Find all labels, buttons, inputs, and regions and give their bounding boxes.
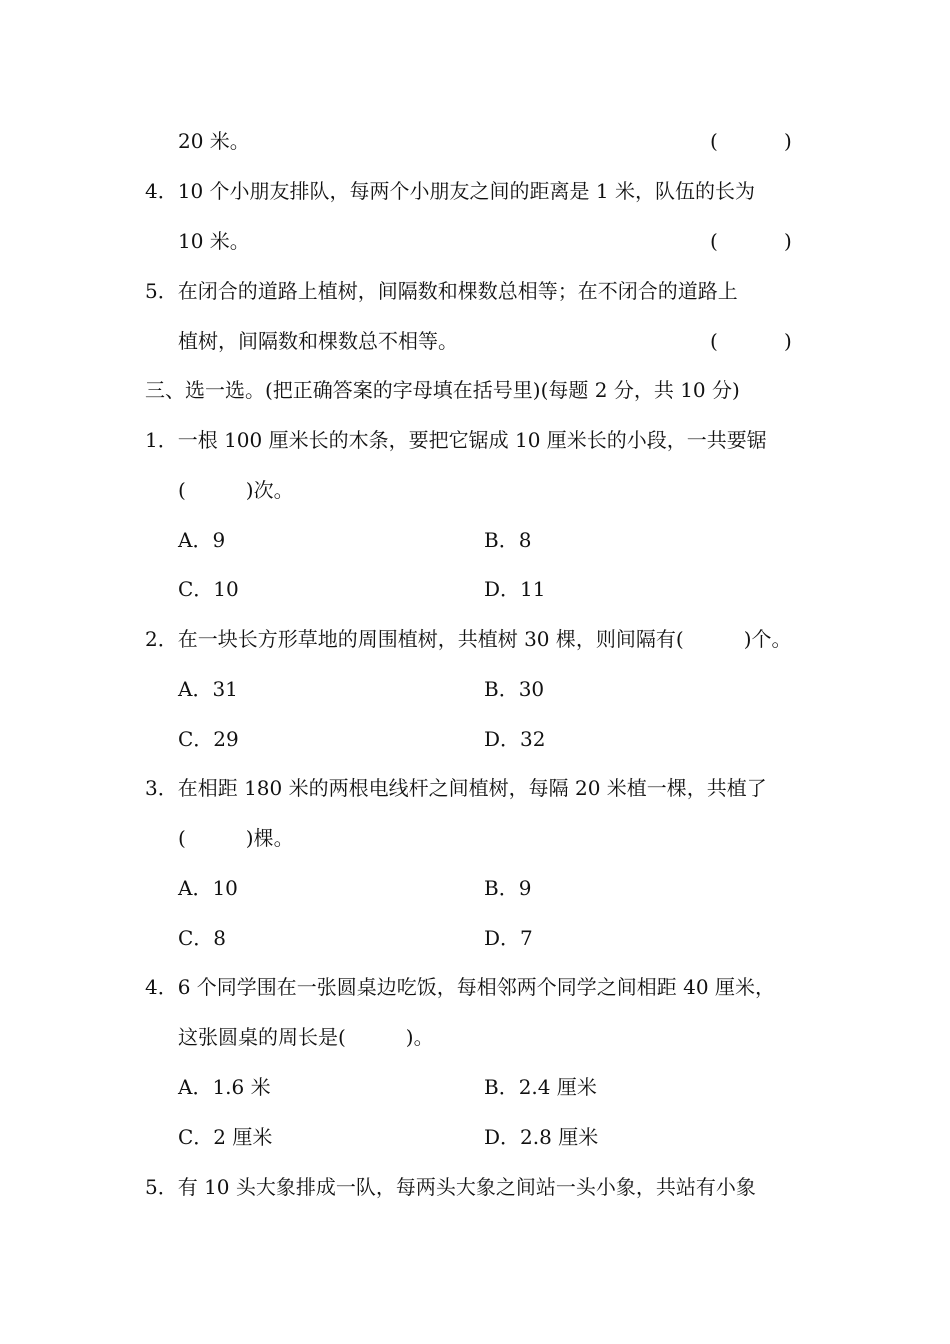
paren-close: )	[784, 329, 792, 353]
mc-q4-option-b[interactable]: B．2.4 厘米	[484, 1075, 597, 1099]
paren-close: )	[784, 129, 792, 153]
tf-q4-line1: 4．10 个小朋友排队，每两个小朋友之间的距离是 1 米，队伍的长为	[145, 179, 755, 203]
section-heading: 三、选一选。(把正确答案的字母填在括号里)(每题 2 分，共 10 分)	[145, 378, 740, 402]
mc-q2-option-b[interactable]: B．30	[484, 677, 545, 701]
mc-q4-option-a[interactable]: A．1.6 米	[178, 1075, 271, 1099]
paren-close: )	[784, 229, 792, 253]
mc-q1-line1: 1．一根 100 厘米长的木条，要把它锯成 10 厘米长的小段，一共要锯	[145, 428, 767, 452]
mc-q4-line1: 4．6 个同学围在一张圆桌边吃饭，每相邻两个同学之间相距 40 厘米，	[145, 975, 775, 999]
tf-q5-line2: 植树，间隔数和棵数总不相等。	[178, 329, 458, 353]
mc-q2-option-d[interactable]: D．32	[484, 727, 546, 751]
tf-q4-line2: 10 米。	[178, 229, 250, 253]
mc-q4-line2: 这张圆桌的周长是( )。	[178, 1025, 434, 1049]
mc-q3-option-c[interactable]: C．8	[178, 926, 227, 950]
tf-q5-line1: 5．在闭合的道路上植树，间隔数和棵数总相等；在不闭合的道路上	[145, 279, 738, 303]
mc-q1-option-c[interactable]: C．10	[178, 577, 239, 601]
mc-q1-option-a[interactable]: A．9	[178, 528, 226, 552]
mc-q4-option-d[interactable]: D．2.8 厘米	[484, 1125, 599, 1149]
mc-q3-line2: ( )棵。	[178, 826, 294, 850]
tf-q3-tail: 20 米。	[178, 129, 250, 153]
mc-q2-line1: 2．在一块长方形草地的周围植树，共植树 30 棵，则间隔有( )个。	[145, 627, 792, 651]
mc-q5-line1: 5．有 10 头大象排成一队，每两头大象之间站一头小象，共站有小象	[145, 1175, 756, 1199]
mc-q2-option-c[interactable]: C．29	[178, 727, 239, 751]
mc-q4-option-c[interactable]: C．2 厘米	[178, 1125, 273, 1149]
paren-open: (	[710, 229, 718, 253]
mc-q3-option-d[interactable]: D．7	[484, 926, 533, 950]
mc-q1-line2: ( )次。	[178, 478, 294, 502]
mc-q3-line1: 3．在相距 180 米的两根电线杆之间植树，每隔 20 米植一棵，共植了	[145, 776, 767, 800]
mc-q2-option-a[interactable]: A．31	[178, 677, 238, 701]
paren-open: (	[710, 129, 718, 153]
paren-open: (	[710, 329, 718, 353]
mc-q3-option-a[interactable]: A．10	[178, 876, 238, 900]
mc-q1-option-d[interactable]: D．11	[484, 577, 546, 601]
mc-q1-option-b[interactable]: B．8	[484, 528, 532, 552]
mc-q3-option-b[interactable]: B．9	[484, 876, 532, 900]
